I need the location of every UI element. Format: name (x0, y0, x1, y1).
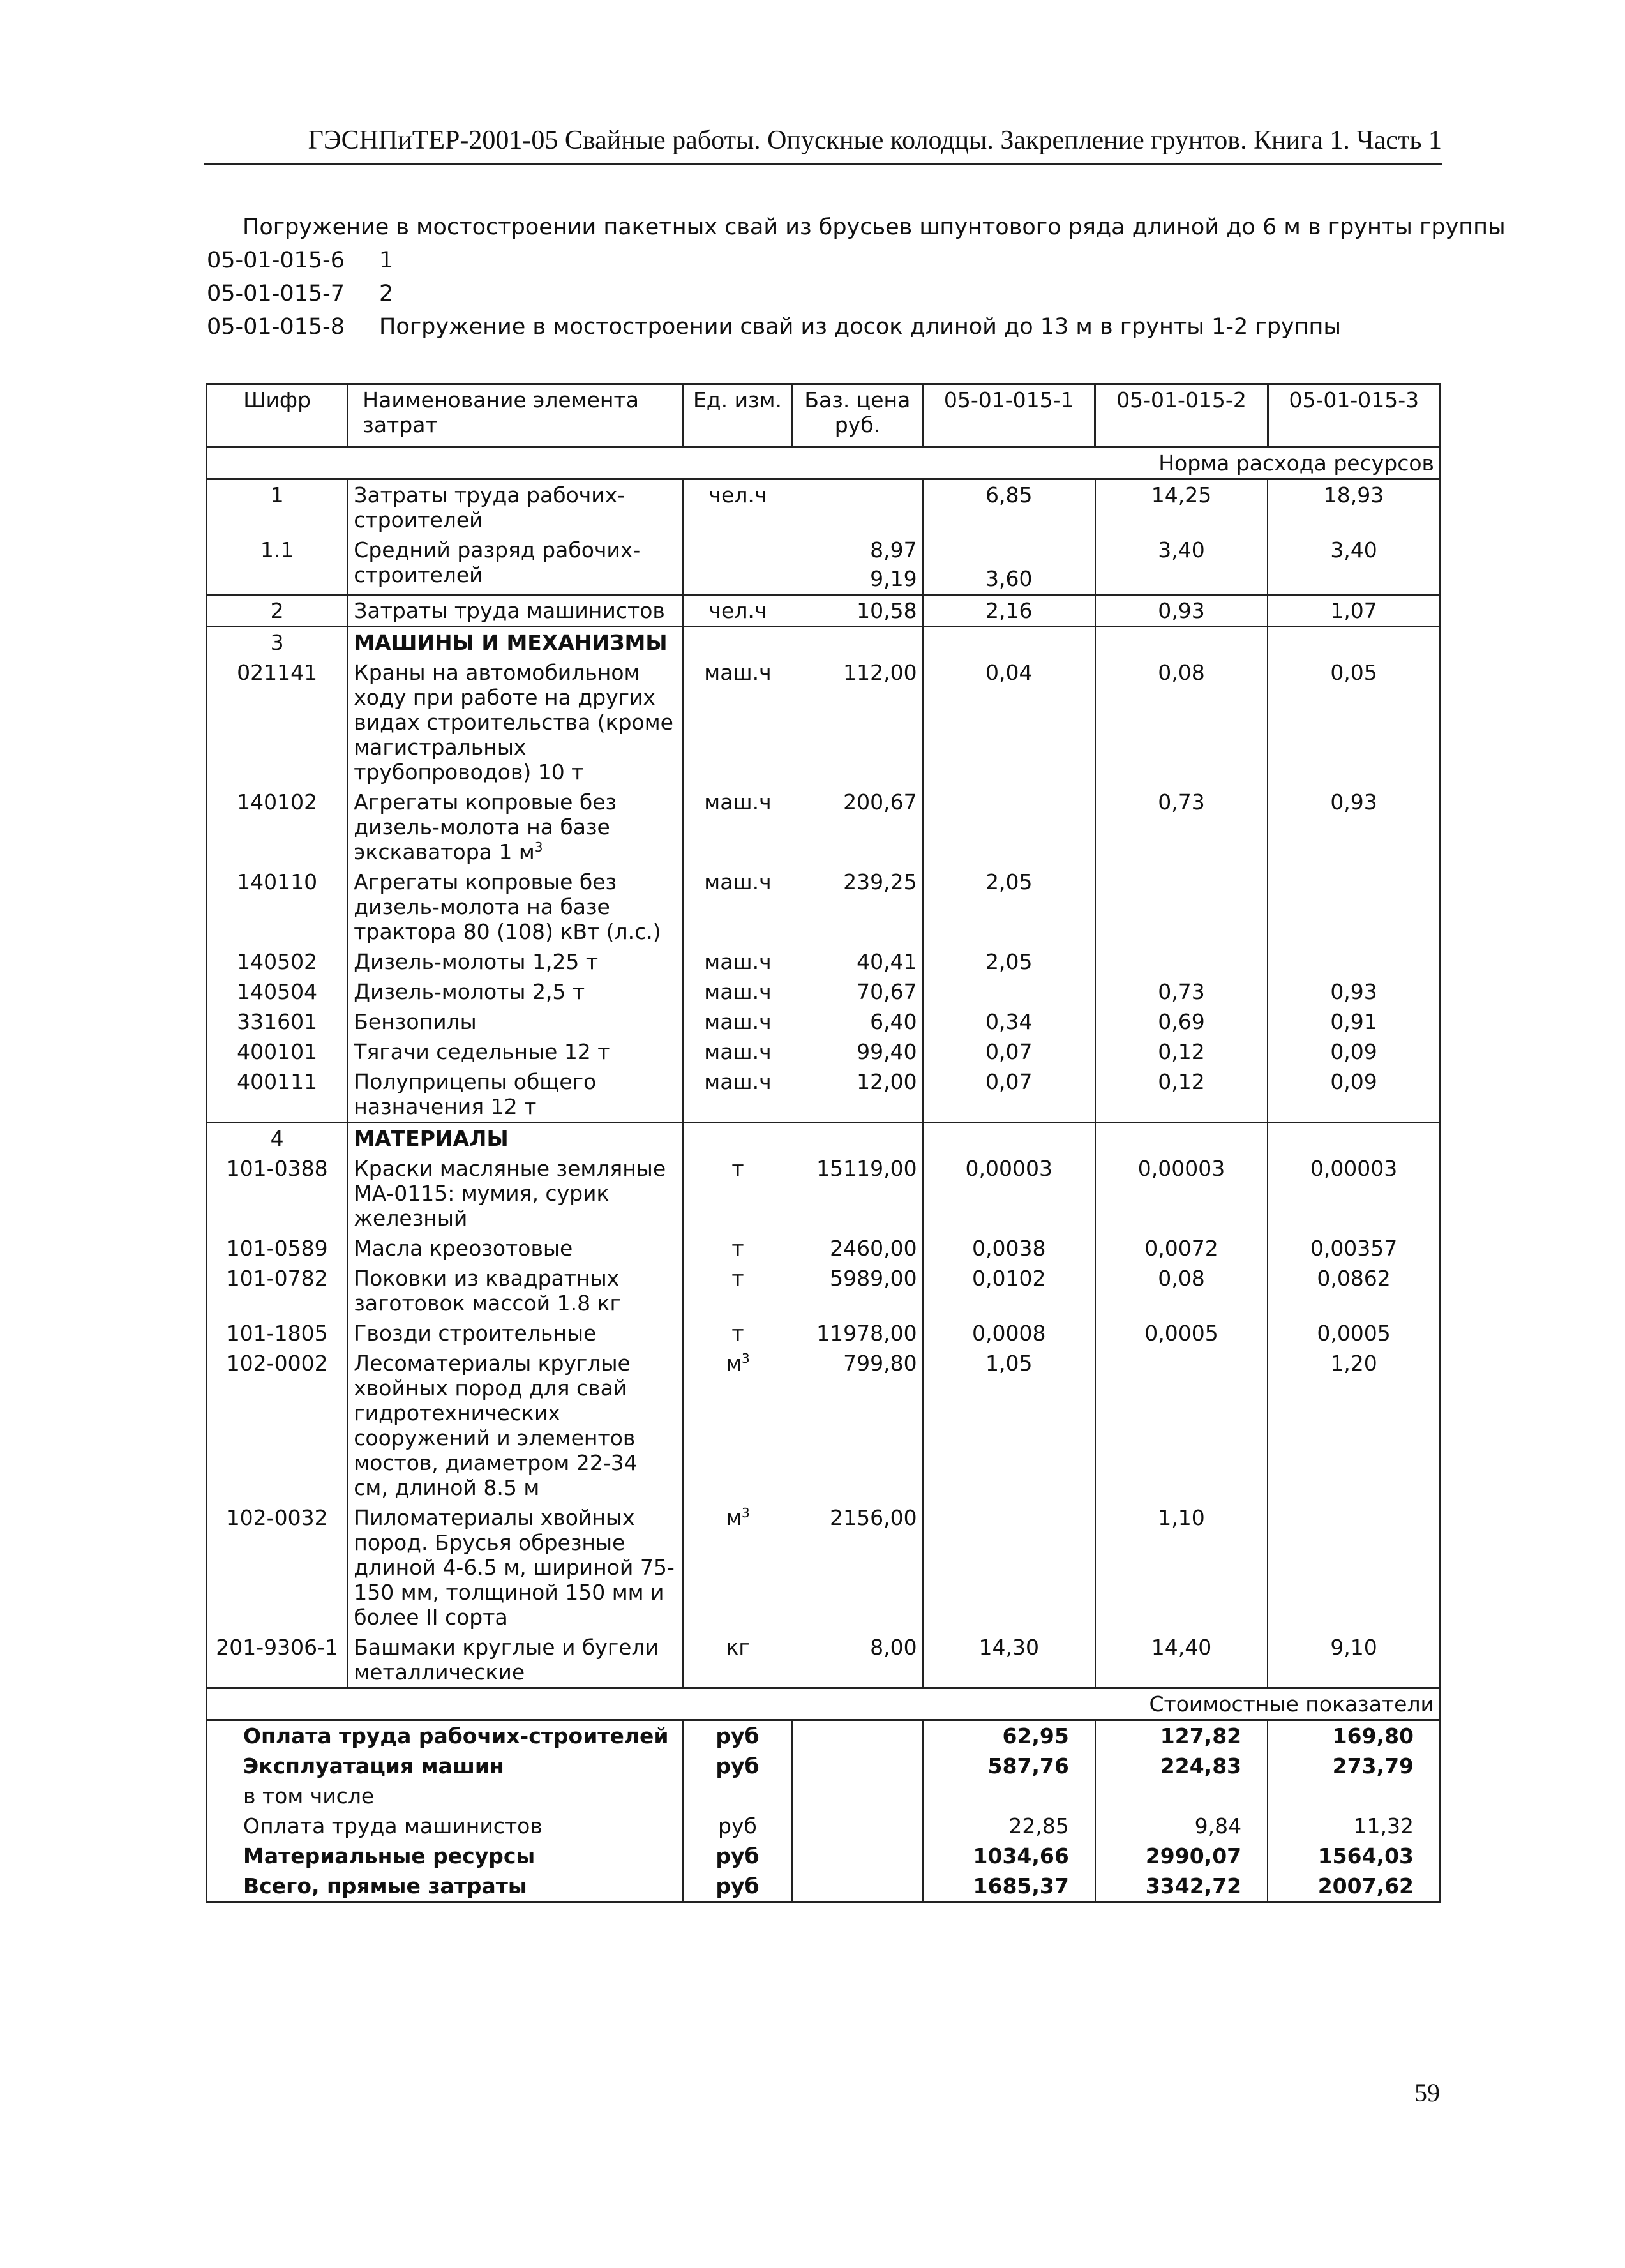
cell-v1: 0,07 (923, 1067, 1095, 1123)
summary-row (207, 1751, 1441, 1781)
cell-code: 140102 (207, 787, 348, 867)
cell-v1 (923, 535, 1095, 595)
cell-v2: 0,08 (1095, 1263, 1268, 1318)
summary-v1 (923, 1781, 1095, 1811)
cell-v3: 0,09 (1268, 1037, 1440, 1067)
superscript: 3 (742, 1351, 750, 1366)
cell-price (792, 535, 922, 595)
cell-price: 12,00 (792, 1067, 922, 1123)
cell-v3 (1268, 867, 1440, 947)
cell-v1: 2,05 (923, 867, 1095, 947)
cell-name: Средний разряд рабочих-строителей (348, 535, 683, 595)
summary-v2: 224,83 (1095, 1751, 1268, 1781)
cell-price: 2460,00 (792, 1233, 922, 1263)
table-row (207, 535, 1441, 595)
summary-v2: 3342,72 (1095, 1871, 1268, 1902)
table-row (207, 1263, 1441, 1318)
cell-v3: 18,93 (1268, 479, 1440, 536)
cell-unit: т (731, 1156, 744, 1181)
cell-code: 2 (207, 595, 348, 627)
summary-label: Оплата труда рабочих-строителей (207, 1720, 683, 1752)
cell-v2: 14,25 (1095, 479, 1268, 536)
summary-row (207, 1841, 1441, 1871)
cell-price: 8,00 (792, 1632, 922, 1688)
table-row (207, 1067, 1441, 1123)
cell-v1: 2,16 (923, 595, 1095, 627)
summary-unit: руб (683, 1841, 792, 1871)
cell-name: Пиломатериалы хвойных пород. Брусья обрезные длиной 4-6.5 м, шириной 75-150 мм, толщиной 150 мм и более II сорта (348, 1503, 683, 1632)
summary-v1: 1685,37 (923, 1871, 1095, 1902)
cell-price: 239,25 (792, 867, 922, 947)
cell-v3: 0,93 (1268, 977, 1440, 1007)
cell-price: 5989,00 (792, 1263, 922, 1318)
page-header: ГЭСНПиТЕР-2001-05 Свайные работы. Опускные колодцы. Закрепление грунтов. Книга 1. Часть 1 (204, 124, 1442, 165)
cell-v1: 14,30 (923, 1632, 1095, 1688)
cell-v1: 6,85 (923, 479, 1095, 536)
cell-code: 400101 (207, 1037, 348, 1067)
cell-v2: 0,12 (1095, 1037, 1268, 1067)
cell-unit: т (731, 1236, 744, 1261)
cell-price-b: 9,19 (870, 566, 917, 591)
cell-code: 140110 (207, 867, 348, 947)
section-title: МАТЕРИАЛЫ (348, 1123, 683, 1154)
cell-v3: 0,00003 (1268, 1153, 1440, 1233)
cell-v3: 9,10 (1268, 1632, 1440, 1688)
cell-v1-b: 3,60 (985, 566, 1033, 591)
table-row (207, 787, 1441, 867)
table-row (207, 1153, 1441, 1233)
summary-v2: 9,84 (1095, 1811, 1268, 1841)
cell-name: Агрегаты копровые без дизель-молота на базе трактора 80 (108) кВт (л.с.) (348, 867, 683, 947)
summary-label: Эксплуатация машин (207, 1751, 683, 1781)
summary-v1: 22,85 (923, 1811, 1095, 1841)
header-col-1: 05-01-015-1 (923, 384, 1095, 447)
cell-v3: 0,0005 (1268, 1318, 1440, 1348)
summary-row (207, 1811, 1441, 1841)
summary-v3: 273,79 (1268, 1751, 1440, 1781)
cell-price (792, 479, 922, 536)
cell-price: 799,80 (792, 1348, 922, 1503)
cell-v1: 0,00003 (923, 1153, 1095, 1233)
cell-price: 10,58 (792, 595, 922, 627)
table-row (207, 479, 1441, 536)
table-row (207, 867, 1441, 947)
cell-v2: 0,08 (1095, 657, 1268, 787)
summary-v1: 587,76 (923, 1751, 1095, 1781)
cell-v1: 0,0102 (923, 1263, 1095, 1318)
cell-v3 (1268, 947, 1440, 977)
cell-unit (683, 1348, 792, 1503)
cell-v2: 0,12 (1095, 1067, 1268, 1123)
cell-unit: маш.ч (704, 979, 772, 1004)
intro-text: 1 (379, 248, 394, 273)
cell-price: 40,41 (792, 947, 922, 977)
summary-unit: руб (683, 1751, 792, 1781)
summary-label: в том числе (207, 1781, 683, 1811)
summary-label: Материальные ресурсы (207, 1841, 683, 1871)
summary-v2 (1095, 1781, 1268, 1811)
superscript: 3 (534, 839, 543, 855)
cell-v2 (1095, 947, 1268, 977)
intro-code: 05-01-015-7 (207, 281, 345, 306)
cell-unit: маш.ч (704, 1009, 772, 1034)
cell-unit (683, 535, 792, 595)
cell-v1: 0,0038 (923, 1233, 1095, 1263)
summary-v3: 169,80 (1268, 1720, 1440, 1752)
cell-v1: 0,34 (923, 1007, 1095, 1037)
cell-unit: кг (726, 1635, 750, 1660)
cell-name: Гвозди строительные (348, 1318, 683, 1348)
cell-price: 15119,00 (792, 1153, 922, 1233)
intro-code: 05-01-015-6 (207, 248, 345, 273)
cell-price: 200,67 (792, 787, 922, 867)
cell-v3: 0,91 (1268, 1007, 1440, 1037)
summary-unit: руб (683, 1811, 792, 1841)
cell-v3: 3,40 (1268, 535, 1440, 595)
cell-name: Тягачи седельные 12 т (348, 1037, 683, 1067)
cell-price: 112,00 (792, 657, 922, 787)
cell-v2: 0,0072 (1095, 1233, 1268, 1263)
intro-text: Погружение в мостостроении свай из досок длиной до 13 м в грунты 1-2 группы (379, 314, 1342, 340)
summary-v2: 2990,07 (1095, 1841, 1268, 1871)
intro-code: 05-01-015-8 (207, 314, 345, 340)
cell-unit: чел.ч (683, 595, 792, 627)
cell-unit: маш.ч (704, 1069, 772, 1094)
cell-code: 101-0388 (207, 1153, 348, 1233)
cell-code: 101-1805 (207, 1318, 348, 1348)
cell-unit: т (731, 1266, 744, 1291)
norm-label-row (207, 447, 1441, 479)
table-row (207, 947, 1441, 977)
summary-v1: 62,95 (923, 1720, 1095, 1752)
cell-price: 70,67 (792, 977, 922, 1007)
cell-code: 101-0589 (207, 1233, 348, 1263)
table-row (207, 977, 1441, 1007)
cell-v3 (1268, 1503, 1440, 1632)
cell-v3: 0,09 (1268, 1067, 1440, 1123)
intro-row (207, 244, 1506, 277)
header-name: Наименование элемента затрат (348, 384, 683, 447)
table-row (207, 1007, 1441, 1037)
header-col-3: 05-01-015-3 (1268, 384, 1440, 447)
cell-unit: маш.ч (704, 869, 772, 894)
cell-v3: 0,93 (1268, 787, 1440, 867)
table-row (207, 1632, 1441, 1688)
cell-name: Масла креозотовые (348, 1233, 683, 1263)
cell-name-text: Агрегаты копровые без дизель-молота на базе экскаватора 1 м (354, 790, 617, 864)
cell-price: 2156,00 (792, 1503, 922, 1632)
cell-unit-text: м (726, 1505, 742, 1530)
cell-v2: 3,40 (1095, 535, 1268, 595)
cell-v2 (1095, 867, 1268, 947)
cell-code: 400111 (207, 1067, 348, 1123)
summary-unit: руб (683, 1871, 792, 1902)
cell-price: 99,40 (792, 1037, 922, 1067)
cost-label-row (207, 1688, 1441, 1720)
cell-v1 (923, 977, 1095, 1007)
cell-v2: 0,93 (1095, 595, 1268, 627)
table-row (207, 1037, 1441, 1067)
cell-name: Башмаки круглые и бугели металлические (348, 1632, 683, 1688)
cell-price-a: 8,97 (870, 537, 917, 562)
cell-v1 (923, 787, 1095, 867)
cell-code: 021141 (207, 657, 348, 787)
cell-price: 11978,00 (792, 1318, 922, 1348)
cell-name: Краны на автомобильном ходу при работе на других видах строительства (кроме магистральных трубопроводов) 10 т (348, 657, 683, 787)
summary-v3: 2007,62 (1268, 1871, 1440, 1902)
cell-v2 (1095, 1348, 1268, 1503)
cell-v1: 2,05 (923, 947, 1095, 977)
summary-v3: 11,32 (1268, 1811, 1440, 1841)
superscript: 3 (742, 1505, 750, 1521)
summary-unit: руб (683, 1720, 792, 1752)
table-row (207, 1233, 1441, 1263)
cell-price: 6,40 (792, 1007, 922, 1037)
table-row (207, 1503, 1441, 1632)
cell-code: 102-0032 (207, 1503, 348, 1632)
cost-label: Стоимостные показатели (207, 1688, 1441, 1720)
cell-code: 1 (207, 479, 348, 536)
cell-code: 201-9306-1 (207, 1632, 348, 1688)
cell-code: 140504 (207, 977, 348, 1007)
cell-name: Бензопилы (348, 1007, 683, 1037)
summary-v1: 1034,66 (923, 1841, 1095, 1871)
summary-v3: 1564,03 (1268, 1841, 1440, 1871)
cell-v1: 0,07 (923, 1037, 1095, 1067)
cell-v1: 0,04 (923, 657, 1095, 787)
intro-line: Погружение в мостостроении пакетных свай из брусьев шпунтового ряда длиной до 6 м в грунты группы (243, 214, 1506, 240)
cell-name: Затраты труда машинистов (348, 595, 683, 627)
cell-v1-a (929, 537, 1090, 562)
cell-v1: 1,05 (923, 1348, 1095, 1503)
cell-unit: т (731, 1321, 744, 1346)
cell-name: Лесоматериалы круглые хвойных пород для свай гидротехнических сооружений и элементов мостов, диаметром 22-34 см, длиной 8.5 м (348, 1348, 683, 1503)
cell-v2: 0,0005 (1095, 1318, 1268, 1348)
cell-v2: 14,40 (1095, 1632, 1268, 1688)
cell-v3: 0,05 (1268, 657, 1440, 787)
summary-v3 (1268, 1781, 1440, 1811)
cell-unit: чел.ч (708, 483, 767, 507)
cell-v1: 0,0008 (923, 1318, 1095, 1348)
cell-code: 4 (207, 1123, 348, 1154)
table-header-row (207, 384, 1441, 447)
summary-label: Всего, прямые затраты (207, 1871, 683, 1902)
summary-label: Оплата труда машинистов (207, 1811, 683, 1841)
cell-unit: маш.ч (704, 1039, 772, 1064)
cell-name: Дизель-молоты 1,25 т (348, 947, 683, 977)
summary-row (207, 1871, 1441, 1902)
table-row (207, 1348, 1441, 1503)
intro-row (207, 310, 1506, 343)
cell-unit (683, 1503, 792, 1632)
cell-v3: 1,07 (1268, 595, 1440, 627)
cell-name: Краски масляные земляные МА-0115: мумия, сурик железный (348, 1153, 683, 1233)
cell-unit-text: м (726, 1351, 742, 1376)
resource-table (206, 383, 1441, 1903)
cell-unit: маш.ч (704, 660, 772, 685)
norm-label: Норма расхода ресурсов (207, 447, 1441, 479)
cell-unit: маш.ч (704, 790, 772, 815)
summary-unit (683, 1781, 792, 1811)
cell-v3: 1,20 (1268, 1348, 1440, 1503)
summary-row (207, 1720, 1441, 1752)
intro-block (207, 211, 1506, 343)
table-row (207, 657, 1441, 787)
cell-code: 102-0002 (207, 1348, 348, 1503)
cell-v3: 0,0862 (1268, 1263, 1440, 1318)
section-row (207, 627, 1441, 658)
section-row (207, 1123, 1441, 1154)
cell-code: 140502 (207, 947, 348, 977)
cell-code: 3 (207, 627, 348, 658)
cell-v2: 1,10 (1095, 1503, 1268, 1632)
cell-v1 (923, 1503, 1095, 1632)
cell-name (348, 787, 683, 867)
table-row (207, 1318, 1441, 1348)
cell-v2: 0,69 (1095, 1007, 1268, 1037)
table-row (207, 595, 1441, 627)
header-col-2: 05-01-015-2 (1095, 384, 1268, 447)
cell-v2: 0,73 (1095, 787, 1268, 867)
section-title: МАШИНЫ И МЕХАНИЗМЫ (348, 627, 683, 658)
cell-v2: 0,00003 (1095, 1153, 1268, 1233)
cell-name: Затраты труда рабочих-строителей (348, 479, 683, 536)
summary-v2: 127,82 (1095, 1720, 1268, 1752)
summary-row (207, 1781, 1441, 1811)
cell-code: 1.1 (207, 535, 348, 595)
header-price: Баз. цена руб. (792, 384, 922, 447)
intro-text: 2 (379, 281, 394, 306)
header-code: Шифр (207, 384, 348, 447)
header-unit: Ед. изм. (683, 384, 792, 447)
cell-v3: 0,00357 (1268, 1233, 1440, 1263)
cell-name: Полуприцепы общего назначения 12 т (348, 1067, 683, 1123)
cell-unit: маш.ч (704, 949, 772, 974)
cell-code: 101-0782 (207, 1263, 348, 1318)
cell-name: Дизель-молоты 2,5 т (348, 977, 683, 1007)
cell-v2: 0,73 (1095, 977, 1268, 1007)
cell-code: 331601 (207, 1007, 348, 1037)
page-number: 59 (1414, 2078, 1440, 2107)
cell-name: Поковки из квадратных заготовок массой 1.8 кг (348, 1263, 683, 1318)
intro-row (207, 277, 1506, 310)
